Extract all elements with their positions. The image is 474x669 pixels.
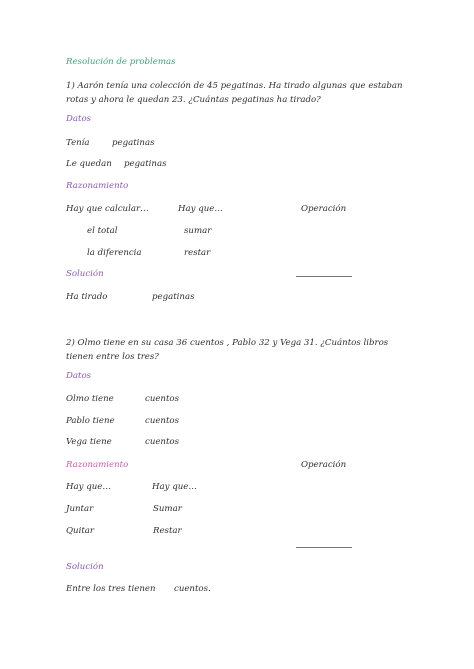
problem-1-solucion-unit: pegatinas [152,292,195,302]
problem-1-solucion-label: Ha tirado [66,292,108,302]
problem-2-answer-line [296,547,352,548]
problem-2-datos-row2-unit: cuentos [145,416,180,426]
problem-2-row1-col2: Sumar [153,504,182,514]
problem-1-col2-header: Hay que… [178,204,223,214]
problem-2-operacion-header: Operación [301,460,347,470]
problem-1-answer-line [296,276,352,277]
problem-2-col2-header: Hay que… [152,482,197,492]
problem-1-datos-row1-unit: pegatinas [112,138,155,148]
problem-2-datos-heading: Datos [66,371,92,381]
problem-1-razonamiento-heading: Razonamiento [66,181,129,191]
problem-2-datos-row1-unit: cuentos [145,394,180,404]
problem-2-datos-row2-label: Pablo tiene [66,416,115,426]
problem-2-row1-col1: Juntar [66,504,94,514]
problem-1-solucion-heading: Solución [66,269,104,279]
problem-2-col1-header: Hay que… [66,482,111,492]
problem-2-row2-col2: Restar [153,526,182,536]
problem-2-solucion-heading: Solución [66,562,104,572]
problem-2-datos-row3-unit: cuentos [145,437,180,447]
problem-1-col1-header: Hay que calcular… [66,204,149,214]
problem-1-row2-col1: la diferencia [87,248,142,258]
problem-1-datos-row2-unit: pegatinas [124,159,167,169]
problem-1-question: 1) Aarón tenía una colección de 45 pegatinas. Ha tirado algunas que estaban rotas y ahora le quedan 23. ¿Cuántas pegatinas ha tirado? [66,81,403,105]
problem-1-row1-col2: sumar [184,226,212,236]
problem-2-razonamiento-heading: Razonamiento [66,460,129,470]
problem-2-question: 2) Olmo tiene en su casa 36 cuentos , Pablo 32 y Vega 31. ¿Cuántos libros tienen entre los tres? [66,338,389,362]
problem-2-datos-row1-label: Olmo tiene [66,394,114,404]
problem-1-row2-col2: restar [184,248,211,258]
problem-1-datos-heading: Datos [66,114,92,124]
problem-1-datos-row1-label: Tenía [66,138,90,148]
problem-2-solucion-unit: cuentos. [174,584,211,594]
problem-2-solucion-label: Entre los tres tienen [66,584,156,594]
problem-1-col3-header: Operación [301,204,347,214]
problem-1-datos-row2-label: Le quedan [66,159,112,169]
problem-1-row1-col1: el total [87,226,118,236]
problem-2-datos-row3-label: Vega tiene [66,437,112,447]
problem-2-row2-col1: Quitar [66,526,95,536]
page-title: Resolución de problemas [66,57,176,67]
